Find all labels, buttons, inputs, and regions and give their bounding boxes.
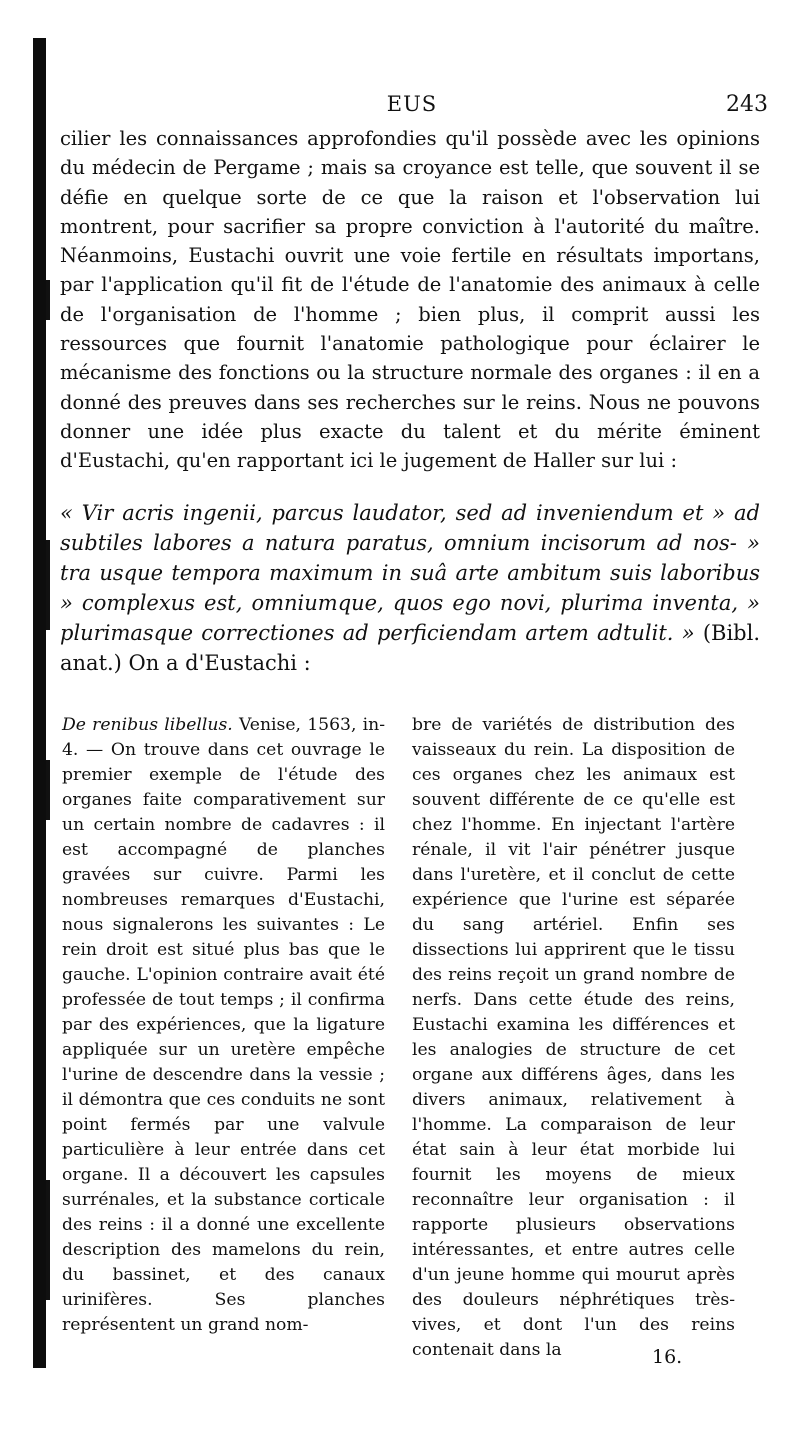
binding-fragment (46, 280, 50, 320)
bibliography-entry (62, 713, 385, 1338)
entry-text-left: Venise, 1563, in-4. — On trouve dans cet ouvrage le premier exemple de l'étude des organes faite comparativement sur un certain nombre de cadavres : il est accompagné de planches gravées sur cuivre. Parmi les nombreuses remarques d'Eustachi, nous signalerons les suivantes : Le rein droit est situé plus bas que le gauche. L'opinion contraire avait été professée de tout temps ; il confirma par des expériences, que la ligature appliquée sur un uretère empêche l'urine de descendre dans la vessie ; il démontra que ces conduits ne sont point fermés par une valvule particulière à leur entrée dans cet organe. Il a découvert les capsules surrénales, et la substance corticale des reins : il a donné une excellente description des mamelons du rein, du bassinet, et des canaux urinifères. Ses planches représentent un grand nom- (62, 715, 385, 1335)
signature-mark: 16. (652, 1346, 683, 1368)
page-number: 243 (726, 92, 768, 117)
body-paragraph: cilier les connaissances approfondies qu'il possède avec les opinions du médecin de Pergame ; mais sa croyance est telle, que souvent il se défie en quelque sorte de ce que la raison et l'observation lui montrent, pour sacrifier sa propre conviction à l'autorité du maître. Néanmoins, Eustachi ouvrit une voie fertile en résultats importans, par l'application qu'il fit de l'étude de l'anatomie des animaux à celle de l'organisation de l'homme ; bien plus, il comprit aussi les ressources que fournit l'anatomie pathologique pour éclairer le mécanisme des fonctions ou la structure normale des organes : il en a donné des preuves dans ses recherches sur le reins. Nous ne pouvons donner une idée plus exacte du talent et du mérite éminent d'Eustachi, qu'en rapportant ici le jugement de Haller sur lui : (60, 127, 760, 473)
binding-fragment (46, 1180, 50, 1300)
quote-citation: (Bibl. anat.) On a d'Eustachi : (60, 620, 761, 675)
page-binding-edge (33, 38, 46, 1368)
bibliography-left-column (62, 713, 385, 1338)
entry-text-right: bre de variétés de distribution des vaisseaux du rein. La disposition de ces organes chez les animaux est souvent différente de ce qu'elle est chez l'homme. En injectant l'artère rénale, il vit l'air pénétrer jusque dans l'uretère, et il conclut de cette expérience que l'urine est séparée du sang artériel. Enfin ses dissections lui apprirent que le tissu des reins reçoit un grand nombre de nerfs. Dans cette étude des reins, Eustachi examina les différences et les analogies de structure de cet organe aux différens âges, dans les divers animaux, relativement à l'homme. La comparaison de leur état sain à leur état morbide lui fournit les moyens de mieux reconnaître leur organisation : il rapporte plusieurs observations intéressantes, et entre autres celle d'un jeune homme qui mourut après des douleurs néphrétiques très-vives, et dont l'un des reins contenait dans la (412, 715, 735, 1360)
running-head: EUS (386, 92, 438, 116)
bibliography-right-column (412, 713, 735, 1363)
main-text (60, 124, 760, 678)
quote-text: « Vir acris ingenii, parcus laudator, sed ad inveniendum et » ad subtiles labores a natura paratus, omnium incisorum ad nos- » tra usque tempora maximum in suâ arte ambitum suis laboribus » complexus est, omniumque, quos ego novi, plurima inventa, » plurimasque correctiones ad perficiendam artem adtulit. » (60, 500, 760, 645)
page-header (56, 92, 768, 122)
binding-fragment (46, 540, 50, 630)
column-divider (393, 712, 394, 1332)
work-title: De renibus libellus. (62, 715, 233, 735)
binding-fragment (46, 760, 50, 820)
haller-quote (60, 498, 760, 678)
